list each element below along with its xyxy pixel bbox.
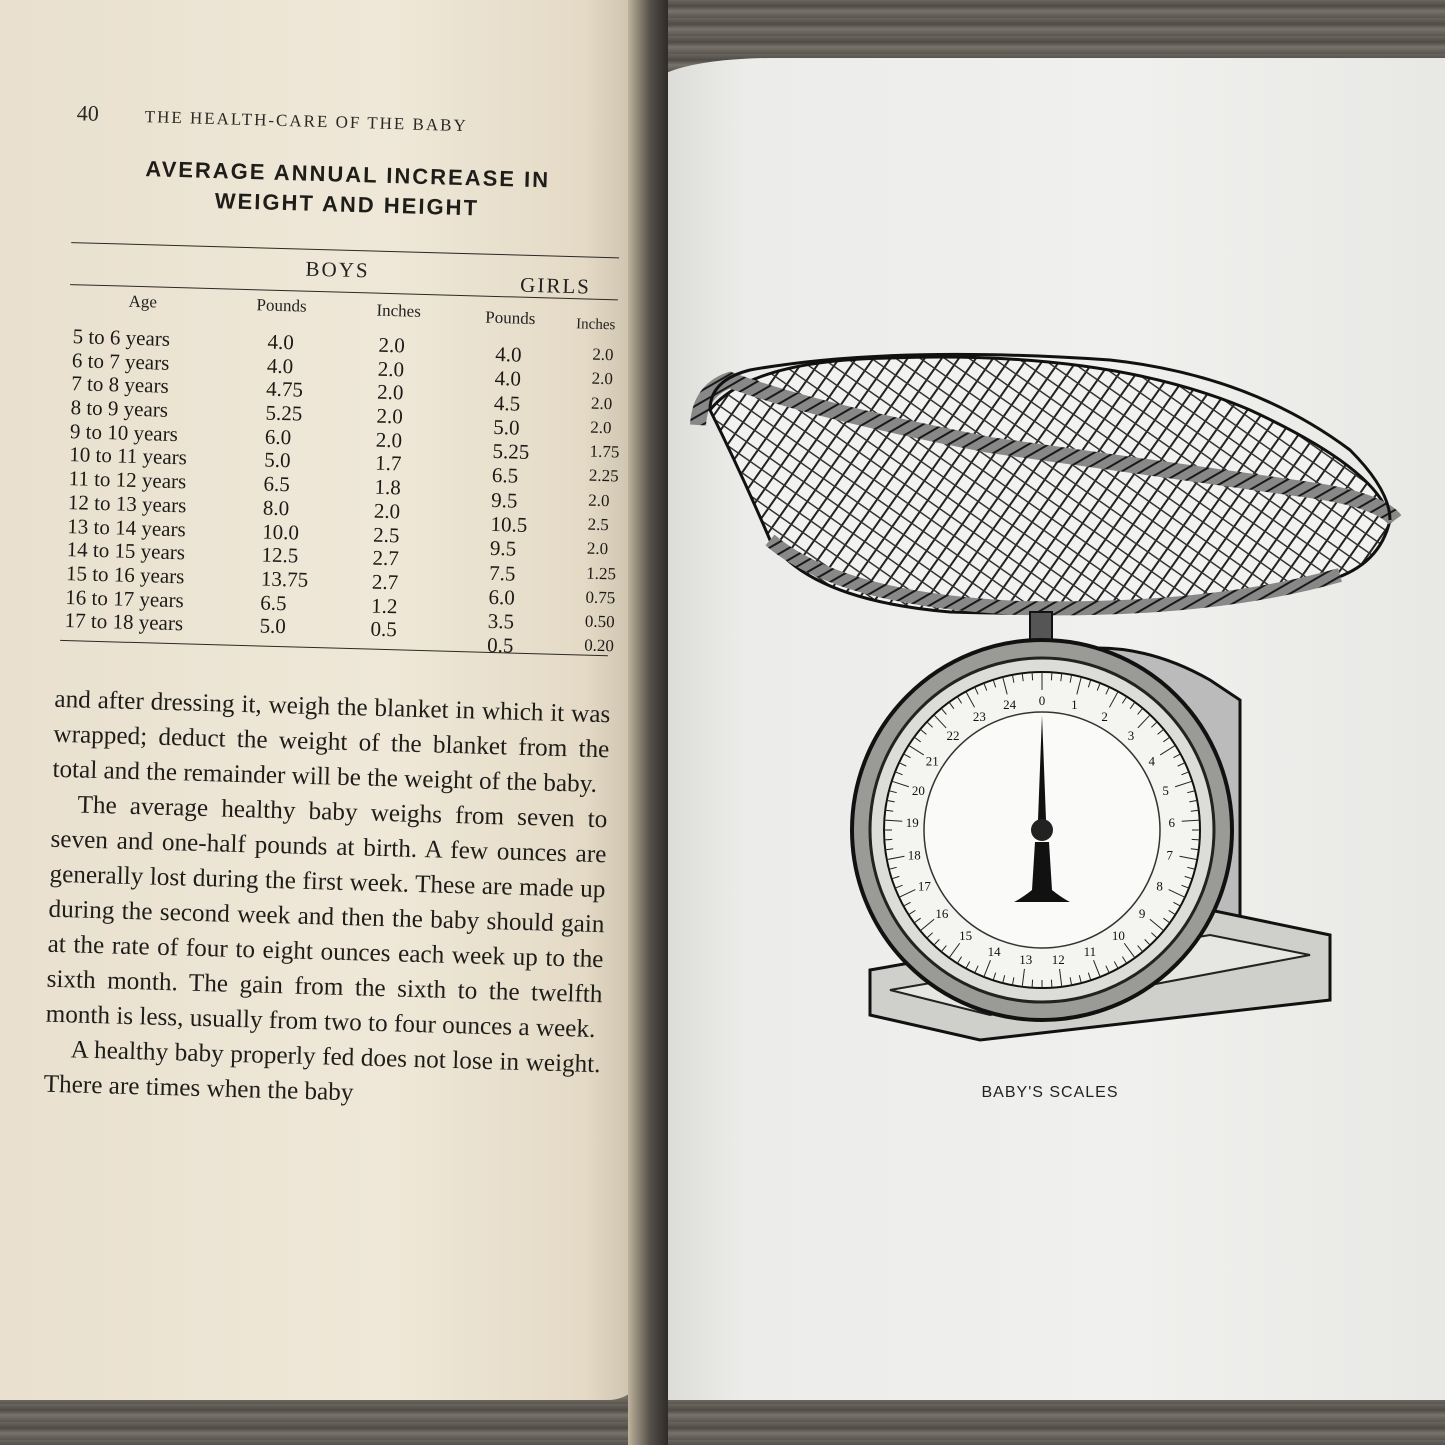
cell-girls-inches: 2.0	[591, 368, 614, 389]
cell-boys-pounds: 6.0	[264, 424, 292, 450]
dial-number: 7	[1166, 847, 1173, 863]
cell-boys-pounds: 13.75	[260, 566, 309, 592]
dial-number: 16	[935, 905, 949, 921]
dial-number: 6	[1168, 814, 1175, 830]
cell-girls-inches: 0.75	[585, 587, 616, 608]
cell-boys-pounds: 5.25	[265, 400, 303, 426]
left-page-content	[0, 0, 648, 1418]
dial-number: 10	[1111, 928, 1125, 944]
running-head	[77, 100, 578, 140]
cell-boys-pounds: 5.0	[263, 448, 291, 473]
dial-tick	[1032, 672, 1033, 680]
cell-age: 6 to 7 years	[71, 347, 170, 375]
cell-girls-pounds: 5.0	[492, 414, 520, 440]
cell-girls-pounds: 6.5	[491, 463, 519, 489]
cell-girls-inches: 2.0	[588, 490, 610, 510]
dial-number: 23	[972, 709, 986, 725]
cell-boys-pounds: 4.0	[266, 353, 294, 379]
cell-boys-inches: 1.7	[374, 451, 402, 476]
dial-number: 24	[1003, 697, 1017, 713]
cell-girls-inches: 2.5	[587, 514, 610, 535]
dial-number: 21	[925, 753, 939, 769]
cell-girls-pounds: 9.5	[490, 487, 518, 513]
cell-boys-inches: 1.8	[374, 474, 402, 500]
cell-boys-pounds: 6.5	[263, 471, 291, 497]
cell-boys-inches: 2.7	[371, 569, 399, 595]
paragraph-3: A healthy baby properly fed does not lose in weight. There are times when the baby	[43, 1036, 601, 1107]
cell-boys-inches: 2.0	[377, 356, 405, 382]
cell-age: 7 to 8 years	[70, 371, 170, 399]
group-header-girls: GIRLS	[519, 272, 592, 299]
cell-boys-inches: 2.0	[373, 498, 401, 524]
cell-boys-pounds: 4.0	[267, 329, 295, 355]
cell-girls-inches: 0.50	[584, 611, 615, 632]
scale-dial	[852, 640, 1232, 1020]
cell-girls-pounds: 4.0	[494, 366, 522, 391]
cell-girls-pounds: 7.5	[488, 560, 516, 586]
cell-boys-pounds: 8.0	[262, 495, 290, 521]
dial-tick	[1051, 980, 1052, 988]
dial-tick	[884, 839, 892, 840]
table-top-rule	[71, 242, 619, 258]
cell-girls-inches: 2.0	[586, 538, 609, 559]
dial-number: 14	[987, 943, 1001, 959]
table-title	[74, 152, 620, 227]
dial-tick	[1192, 839, 1200, 840]
group-header-boys: BOYS	[305, 256, 370, 283]
dial-number: 18	[907, 847, 921, 863]
cell-girls-pounds: 9.5	[489, 536, 517, 561]
col-header-boys-inches: Inches	[376, 300, 422, 321]
dial-number: 20	[911, 782, 925, 798]
col-header-girls-inches: Inches	[575, 316, 616, 334]
dial-number: 15	[959, 928, 973, 944]
dial-number: 12	[1051, 951, 1065, 967]
cell-boys-pounds: 10.0	[261, 519, 300, 545]
cell-girls-inches: 1.75	[589, 441, 620, 462]
table-body	[64, 324, 620, 659]
cell-girls-pounds: 4.0	[494, 341, 522, 367]
cell-age: 15 to 16 years	[65, 560, 185, 589]
col-header-age: Age	[128, 291, 158, 312]
dial-number: 9	[1138, 905, 1146, 921]
col-header-girls-pounds: Pounds	[485, 307, 536, 329]
dial-number: 0	[1038, 693, 1046, 708]
cell-age: 11 to 12 years	[68, 466, 187, 494]
cell-girls-pounds: 5.25	[492, 439, 530, 465]
cell-age: 14 to 15 years	[66, 537, 186, 565]
dial-number: 19	[905, 814, 919, 830]
dial-number: 22	[946, 728, 960, 744]
cell-girls-pounds: 0.5	[486, 633, 514, 659]
cell-girls-pounds: 10.5	[490, 511, 528, 537]
running-head-title: THE HEALTH-CARE OF THE BABY	[144, 107, 469, 136]
cell-boys-pounds: 5.0	[259, 613, 287, 639]
paragraph-2: The average healthy baby weighs from seven to seven and one-half pounds at birth. A few ounces are generally lost during the first week. These are made up during the second week and then the baby should gain at the rate of four to eight ounces each week up to the sixth month. The gain from the sixth to the twelfth month is less, usually from two to four ounces a week.	[45, 791, 608, 1044]
dial-hub	[1031, 819, 1053, 841]
cell-girls-inches: 2.0	[590, 417, 612, 438]
dial-number: 17	[917, 878, 931, 894]
dial-tick	[1051, 672, 1052, 680]
cell-boys-inches: 2.7	[372, 545, 400, 571]
cell-girls-inches: 2.0	[590, 393, 613, 413]
cell-age: 13 to 14 years	[67, 513, 187, 541]
cell-age: 10 to 11 years	[69, 442, 188, 470]
cell-boys-pounds: 6.5	[259, 590, 287, 615]
dial-tick	[1032, 980, 1033, 988]
paragraph-1: and after dressing it, weigh the blanket in which it was wrapped; deduct the weight of the blanket from the total and the remainder will be the weight of the baby.	[52, 685, 611, 798]
cell-girls-inches: 2.0	[592, 344, 614, 365]
table-title-line2: WEIGHT AND HEIGHT	[214, 188, 480, 221]
dial-number: 4	[1148, 753, 1156, 769]
dial-number: 11	[1083, 943, 1097, 959]
cell-boys-inches: 1.2	[370, 593, 398, 618]
col-header-boys-pounds: Pounds	[256, 295, 307, 316]
dial-number: 5	[1162, 782, 1169, 798]
cell-boys-inches: 2.5	[372, 522, 400, 547]
cell-age: 8 to 9 years	[70, 395, 169, 422]
dial-number: 3	[1127, 728, 1135, 744]
cell-girls-pounds: 4.5	[493, 390, 521, 416]
cell-age: 17 to 18 years	[64, 608, 184, 636]
cell-girls-pounds: 3.5	[487, 609, 515, 634]
cell-girls-inches: 0.20	[583, 636, 615, 656]
cell-boys-inches: 2.0	[378, 332, 406, 358]
dial-number: 2	[1101, 709, 1108, 725]
cell-boys-pounds: 4.75	[265, 376, 304, 402]
body-text	[43, 682, 611, 1117]
cell-boys-inches: 2.0	[376, 380, 404, 405]
cell-age: 9 to 10 years	[69, 418, 179, 446]
cell-girls-inches: 1.25	[585, 563, 617, 583]
cell-age: 12 to 13 years	[67, 489, 187, 518]
cell-boys-inches: 2.0	[375, 427, 403, 453]
cell-girls-pounds: 6.0	[488, 584, 516, 610]
dial-number: 13	[1019, 951, 1033, 967]
dial-number: 8	[1156, 878, 1163, 894]
baby-scale-illustration	[690, 350, 1410, 1050]
dial-number: 1	[1071, 697, 1078, 713]
cell-boys-pounds: 12.5	[261, 542, 299, 568]
cell-age: 5 to 6 years	[72, 324, 171, 351]
cell-boys-inches: 0.5	[370, 616, 398, 642]
table-title-line1: AVERAGE ANNUAL INCREASE IN	[145, 156, 551, 193]
figure-caption: BABY'S SCALES	[981, 1084, 1119, 1101]
cell-girls-inches: 2.25	[588, 466, 619, 486]
wicker-basket	[698, 354, 1395, 613]
cell-boys-inches: 2.0	[376, 403, 404, 429]
cell-age: 16 to 17 years	[65, 584, 185, 612]
page-number: 40	[76, 100, 100, 126]
